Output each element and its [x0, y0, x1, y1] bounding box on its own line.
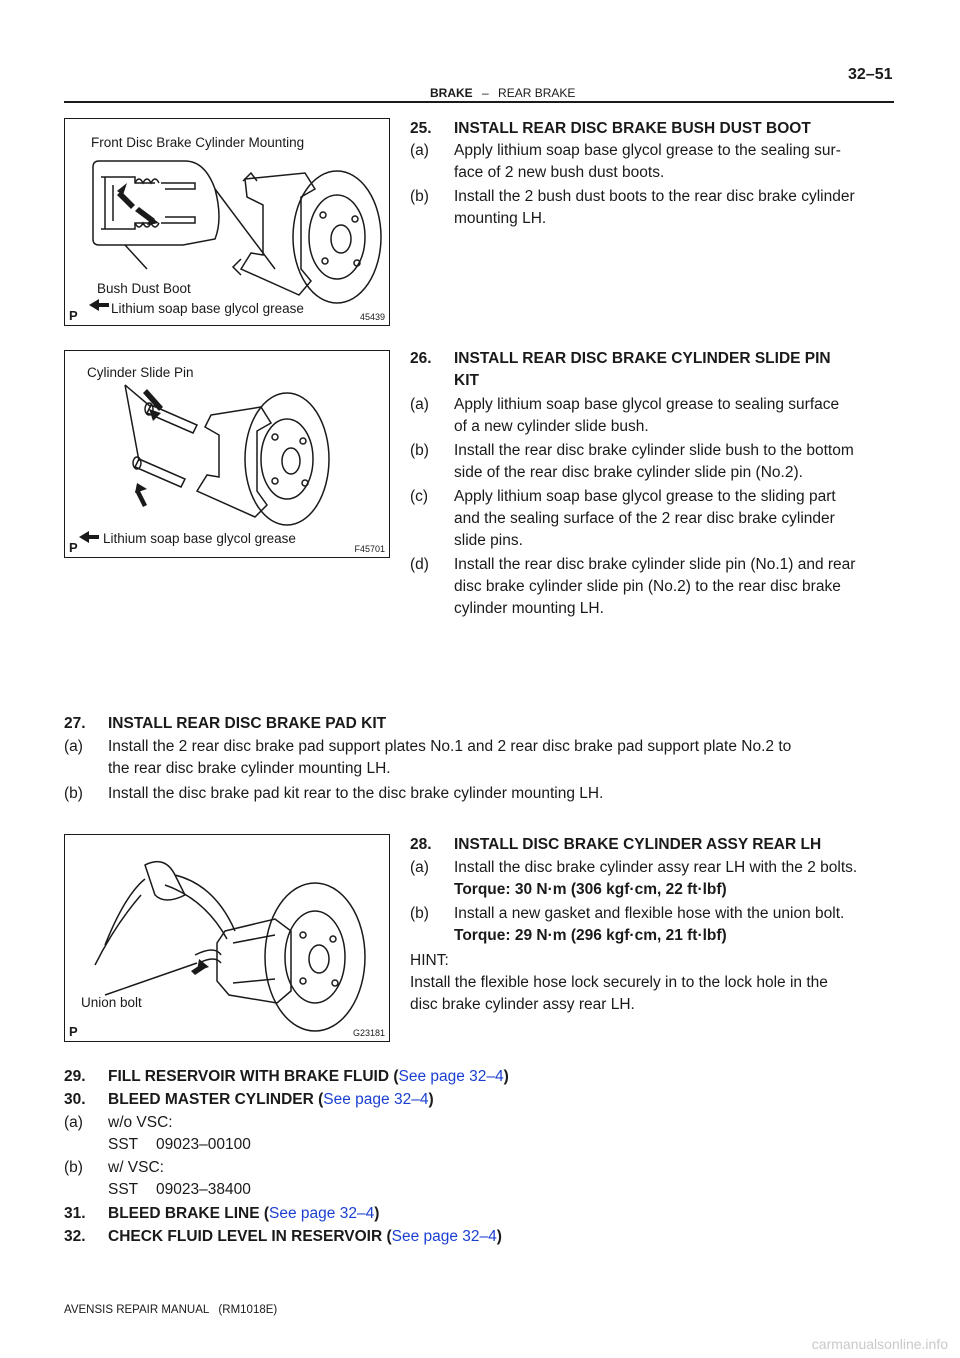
step-32 — [64, 1226, 502, 1247]
step-25-b-line1: Install the 2 bush dust boots to the rear disc brake cylinder — [454, 188, 855, 205]
step-26-b-line2: side of the rear disc brake cylinder slide pin (No.2). — [454, 464, 803, 481]
fig2-code: F45701 — [354, 544, 385, 554]
step-25-number: 25. — [410, 120, 432, 137]
footer-manual-title: AVENSIS REPAIR MANUAL (RM1018E) — [64, 1304, 278, 1316]
step-29-close: ) — [503, 1068, 509, 1085]
step-27-a-key: (a) — [64, 738, 83, 755]
section-separator: – — [482, 86, 489, 100]
step-31-title-text: BLEED BRAKE LINE ( — [108, 1205, 270, 1222]
step-25-a-line2: face of 2 new bush dust boots. — [454, 164, 665, 181]
step-30-b-label: w/ VSC: — [108, 1159, 164, 1176]
step-26-title-cont: KIT — [454, 372, 479, 389]
step-27-a-line1: Install the 2 rear disc brake pad support plates No.1 and 2 rear disc brake pad support plate No.2 to — [108, 738, 792, 755]
label-cylinder-slide-pin: Cylinder Slide Pin — [87, 365, 194, 380]
union-bolt-illustration — [65, 835, 389, 1041]
figure-union-bolt — [64, 834, 390, 1042]
step-28-hint-line2: disc brake cylinder assy rear LH. — [410, 996, 635, 1013]
step-29-number: 29. — [64, 1068, 86, 1085]
step-26-a-key: (a) — [410, 396, 429, 413]
step-28-b-key: (b) — [410, 905, 429, 922]
step-29 — [64, 1066, 509, 1087]
step-28-a-line1: Install the disc brake cylinder assy rear LH with the 2 bolts. — [454, 859, 858, 876]
step-28-number: 28. — [410, 836, 432, 853]
step-27-number: 27. — [64, 715, 86, 732]
step-32-number: 32. — [64, 1228, 86, 1245]
step-28-a-key: (a) — [410, 859, 429, 876]
step-26-number: 26. — [410, 350, 432, 367]
figure-bush-dust-boot — [64, 118, 390, 326]
fig2-p-mark: P — [69, 540, 78, 555]
page-number: 32–51 — [848, 66, 893, 83]
fig1-code: 45439 — [359, 312, 385, 322]
step-26-b-key: (b) — [410, 442, 429, 459]
step-27-b-key: (b) — [64, 785, 83, 802]
slide-pin-illustration — [65, 351, 389, 557]
subsection-name: REAR BRAKE — [498, 86, 576, 100]
step-30-number: 30. — [64, 1091, 86, 1108]
step-28-hint-label: HINT: — [410, 952, 449, 969]
step-30-a-code: 09023–00100 — [156, 1136, 251, 1153]
step-28-title — [410, 834, 821, 855]
step-26-title-line1: INSTALL REAR DISC BRAKE CYLINDER SLIDE PIN — [454, 350, 831, 367]
step-28-a-torque: Torque: 30 N·m (306 kgf·cm, 22 ft·lbf) — [454, 881, 727, 898]
step-27-title — [64, 713, 386, 734]
step-28-b-torque: Torque: 29 N·m (296 kgf·cm, 21 ft·lbf) — [454, 927, 727, 944]
fig3-code: G23181 — [352, 1028, 385, 1038]
fig1-p-mark: P — [69, 308, 78, 323]
step-26-d-line1: Install the rear disc brake cylinder slide pin (No.1) and rear — [454, 556, 856, 573]
section-name: BRAKE — [430, 86, 473, 100]
watermark: carmanualsonline.info — [811, 1336, 948, 1352]
step-31-close: ) — [374, 1205, 380, 1222]
step-32-close: ) — [496, 1228, 502, 1245]
step-32-title-text: CHECK FLUID LEVEL IN RESERVOIR ( — [108, 1228, 392, 1245]
step-25-title-text: INSTALL REAR DISC BRAKE BUSH DUST BOOT — [454, 120, 811, 137]
step-26-c-line2: and the sealing surface of the 2 rear disc brake cylinder — [454, 510, 835, 527]
step-30-title-text: BLEED MASTER CYLINDER ( — [108, 1091, 324, 1108]
step-26-d-key: (d) — [410, 556, 429, 573]
step-30-b-code: 09023–38400 — [156, 1181, 251, 1198]
step-26-a-line2: of a new cylinder slide bush. — [454, 418, 649, 435]
step-25-a-line1: Apply lithium soap base glycol grease to the sealing sur- — [454, 142, 841, 159]
step-30-close: ) — [428, 1091, 434, 1108]
step-26-title — [410, 348, 831, 369]
step-26-b-line1: Install the rear disc brake cylinder slide bush to the bottom — [454, 442, 854, 459]
step-31-number: 31. — [64, 1205, 86, 1222]
step-28-title-text: INSTALL DISC BRAKE CYLINDER ASSY REAR LH — [454, 836, 822, 853]
fig3-p-mark: P — [69, 1024, 78, 1039]
label-grease-2: Lithium soap base glycol grease — [103, 531, 296, 546]
header-rule — [64, 101, 894, 103]
step-28-hint-line1: Install the flexible hose lock securely in to the lock hole in the — [410, 974, 828, 991]
step-31 — [64, 1203, 379, 1224]
step-27-a-line2: the rear disc brake cylinder mounting LH. — [108, 760, 391, 777]
step-26-c-line1: Apply lithium soap base glycol grease to the sliding part — [454, 488, 836, 505]
step-25-b-key: (b) — [410, 188, 429, 205]
section-header — [430, 86, 575, 100]
step-25-a-key: (a) — [410, 142, 429, 159]
step-26-a-line1: Apply lithium soap base glycol grease to sealing surface — [454, 396, 840, 413]
step-28-b-line1: Install a new gasket and flexible hose with the union bolt. — [454, 905, 845, 922]
figure-slide-pin — [64, 350, 390, 558]
step-26-d-line2: disc brake cylinder slide pin (No.2) to the rear disc brake — [454, 578, 841, 595]
step-30-a-sst: SST — [108, 1136, 139, 1153]
label-front-disc-brake-cylinder-mounting: Front Disc Brake Cylinder Mounting — [91, 135, 305, 150]
step-25-title — [410, 118, 811, 139]
label-union-bolt: Union bolt — [81, 995, 142, 1010]
step-26-c-key: (c) — [410, 488, 429, 505]
step-30-b-sst: SST — [108, 1181, 139, 1198]
step-26-d-line3: cylinder mounting LH. — [454, 600, 604, 617]
step-29-title-text: FILL RESERVOIR WITH BRAKE FLUID ( — [108, 1068, 399, 1085]
label-grease-1: Lithium soap base glycol grease — [111, 301, 304, 316]
step-26-c-line3: slide pins. — [454, 532, 523, 549]
step-25-b-line2: mounting LH. — [454, 210, 547, 227]
step-30-see-page-link[interactable]: See page 32–4 — [323, 1091, 429, 1108]
label-bush-dust-boot: Bush Dust Boot — [97, 281, 191, 296]
step-30-a-label: w/o VSC: — [108, 1114, 173, 1131]
step-30-b-key: (b) — [64, 1159, 83, 1176]
step-30-a-key: (a) — [64, 1114, 83, 1131]
step-30 — [64, 1089, 434, 1110]
step-31-see-page-link[interactable]: See page 32–4 — [269, 1205, 375, 1222]
step-27-title-text: INSTALL REAR DISC BRAKE PAD KIT — [108, 715, 387, 732]
step-29-see-page-link[interactable]: See page 32–4 — [398, 1068, 504, 1085]
step-32-see-page-link[interactable]: See page 32–4 — [391, 1228, 497, 1245]
step-27-b-line1: Install the disc brake pad kit rear to the disc brake cylinder mounting LH. — [108, 785, 604, 802]
